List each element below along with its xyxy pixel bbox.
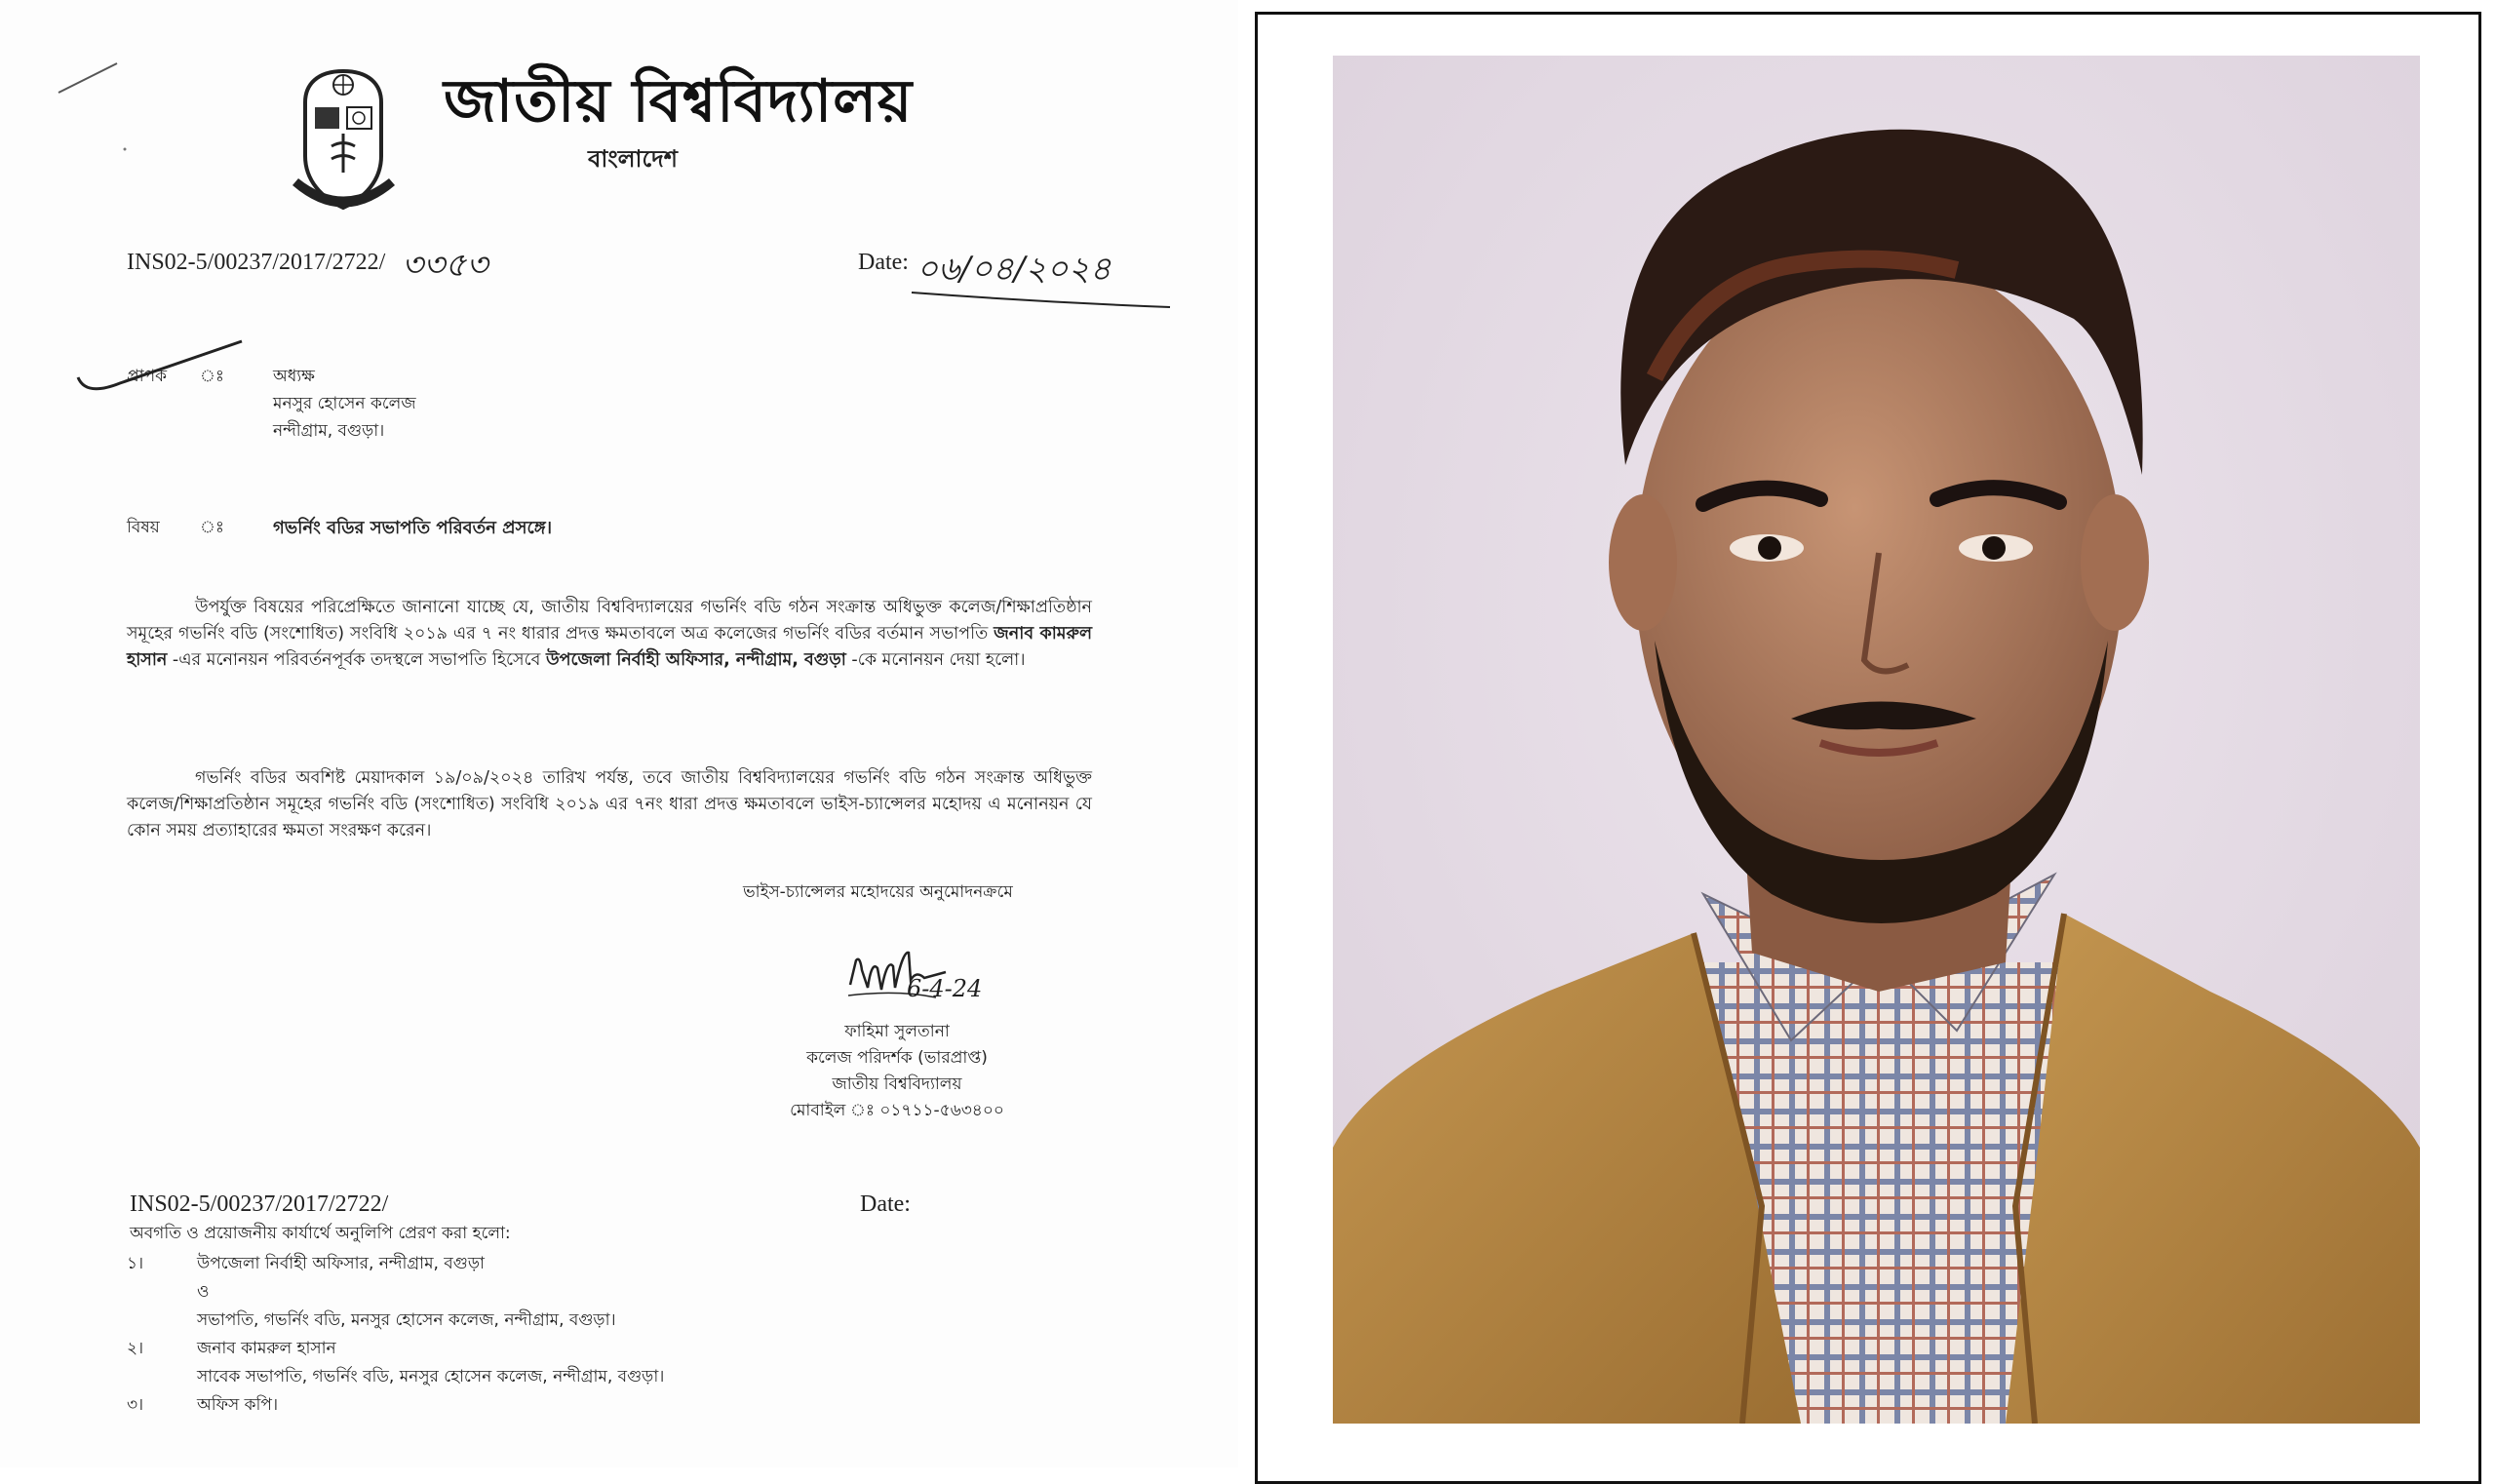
date-underline-stroke (907, 283, 1175, 312)
recipient-line-2: মনসুর হোসেন কলেজ (273, 394, 416, 413)
signatory-mobile: মোবাইল ঃ ০১৭১১-৫৬৩৪০০ (790, 1101, 1004, 1120)
list-item: ২। জনাব কামরুল হাসান (127, 1339, 336, 1358)
memo-number-handwritten: ৩৩৫৩ (402, 246, 488, 285)
memo-reference: INS02-5/00237/2017/2722/ (127, 250, 386, 275)
signature-date: 6-4-24 (907, 975, 983, 1002)
subject-text: গভর্নিং বডির সভাপতি পরিবর্তন প্রসঙ্গে। (273, 518, 553, 538)
footer-date-label: Date: (860, 1191, 911, 1217)
subject-label: বিষয় (127, 518, 160, 537)
cc-intro: অবগতি ও প্রয়োজনীয় কার্যার্থে অনুলিপি প্রেরণ করা হলো: (130, 1224, 511, 1243)
list-item: ৩। অফিস কপি। (127, 1395, 279, 1415)
signatory-name: ফাহিমা সুলতানা (844, 1022, 950, 1041)
footer-memo-reference: INS02-5/00237/2017/2722/ (130, 1191, 389, 1217)
signatory-block (741, 1019, 1053, 1124)
recipient-label: প্রাপক (127, 367, 168, 386)
university-crest-logo (288, 63, 400, 219)
pen-mark-decoration (49, 54, 136, 161)
approval-line: ভাইস-চ্যান্সেলর মহোদয়ের অনুমোদনক্রমে (743, 882, 1013, 902)
list-item: ১। উপজেলা নির্বাহী অফিসার, নন্দীগ্রাম, বগুড়া (127, 1254, 485, 1273)
recipient-line-3: নন্দীগ্রাম, বগুড়া। (273, 421, 385, 441)
former-chair-name: জনাব কামরুল হাসান (127, 624, 1092, 670)
subject-colon: ঃ (200, 518, 224, 537)
recipient-line-1: অধ্যক্ষ (273, 367, 315, 386)
list-item: ও (197, 1282, 210, 1302)
recipient-colon: ঃ (200, 367, 224, 386)
cc-list (127, 1250, 664, 1420)
official-letter (0, 0, 1238, 1467)
new-chair-designation: উপজেলা নির্বাহী অফিসার, নন্দীগ্রাম, বগুড়া (545, 650, 846, 670)
signatory-designation: কলেজ পরিদর্শক (ভারপ্রাপ্ত) (806, 1048, 988, 1068)
signatory-institution: জাতীয় বিশ্ববিদ্যালয় (832, 1074, 962, 1094)
country-name: বাংলাদেশ (588, 144, 678, 173)
portrait-illustration (1333, 56, 2420, 1424)
date-label: Date: (858, 250, 909, 275)
date-handwritten: ০৬/০৪/২০২৪ (916, 250, 1112, 289)
university-name: জাতীয় বিশ্ববিদ্যালয় (444, 67, 914, 136)
body-paragraph-2: গভর্নিং বডির অবশিষ্ট মেয়াদকাল ১৯/০৯/২০২৪ তারিখ পর্যন্ত, তবে জাতীয় বিশ্ববিদ্যালয়ের গভর্নিং বডি গঠন সংক্রান্ত অধিভুক্ত কলেজ/শিক্ষাপ্রতিষ্ঠান সমূহের গভর্নিং বডি (সংশোধিত) সংবিধি ২০১৯ এর ৭নং ধারা প্রদত্ত ক্ষমতাবলে ভাইস-চ্যান্সেলর মহোদয় এ মনোনয়ন যে কোন সময় প্রত্যাহারের ক্ষমতা সংরক্ষণ করেন। (127, 768, 1092, 840)
list-item: সভাপতি, গভর্নিং বডি, মনসুর হোসেন কলেজ, নন্দীগ্রাম, বগুড়া। (197, 1310, 616, 1330)
list-item: সাবেক সভাপতি, গভর্নিং বডি, মনসুর হোসেন কলেজ, নন্দীগ্রাম, বগুড়া। (197, 1367, 665, 1386)
portrait-photo (1333, 56, 2420, 1424)
body-paragraph-1: উপর্যুক্ত বিষয়ের পরিপ্রেক্ষিতে জানানো যাচ্ছে যে, জাতীয় বিশ্ববিদ্যালয়ের গভর্নিং বডি গঠন সংক্রান্ত অধিভুক্ত কলেজ/শিক্ষাপ্রতিষ্ঠান সমূহের গভর্নিং বডি (সংশোধিত) সংবিধি ২০১৯ এর ৭ নং ধারার প্রদত্ত ক্ষমতাবলে অত্র কলেজের গভর্নিং বডির বর্তমান সভাপতি জনাব কামরুল হাসান -এর মনোনয়ন পরিবর্তনপূর্বক তদস্থলে সভাপতি হিসেবে উপজেলা নির্বাহী অফিসার, নন্দীগ্রাম, বগুড়া -কে মনোনয়ন দেয়া হলো। (127, 598, 1092, 670)
